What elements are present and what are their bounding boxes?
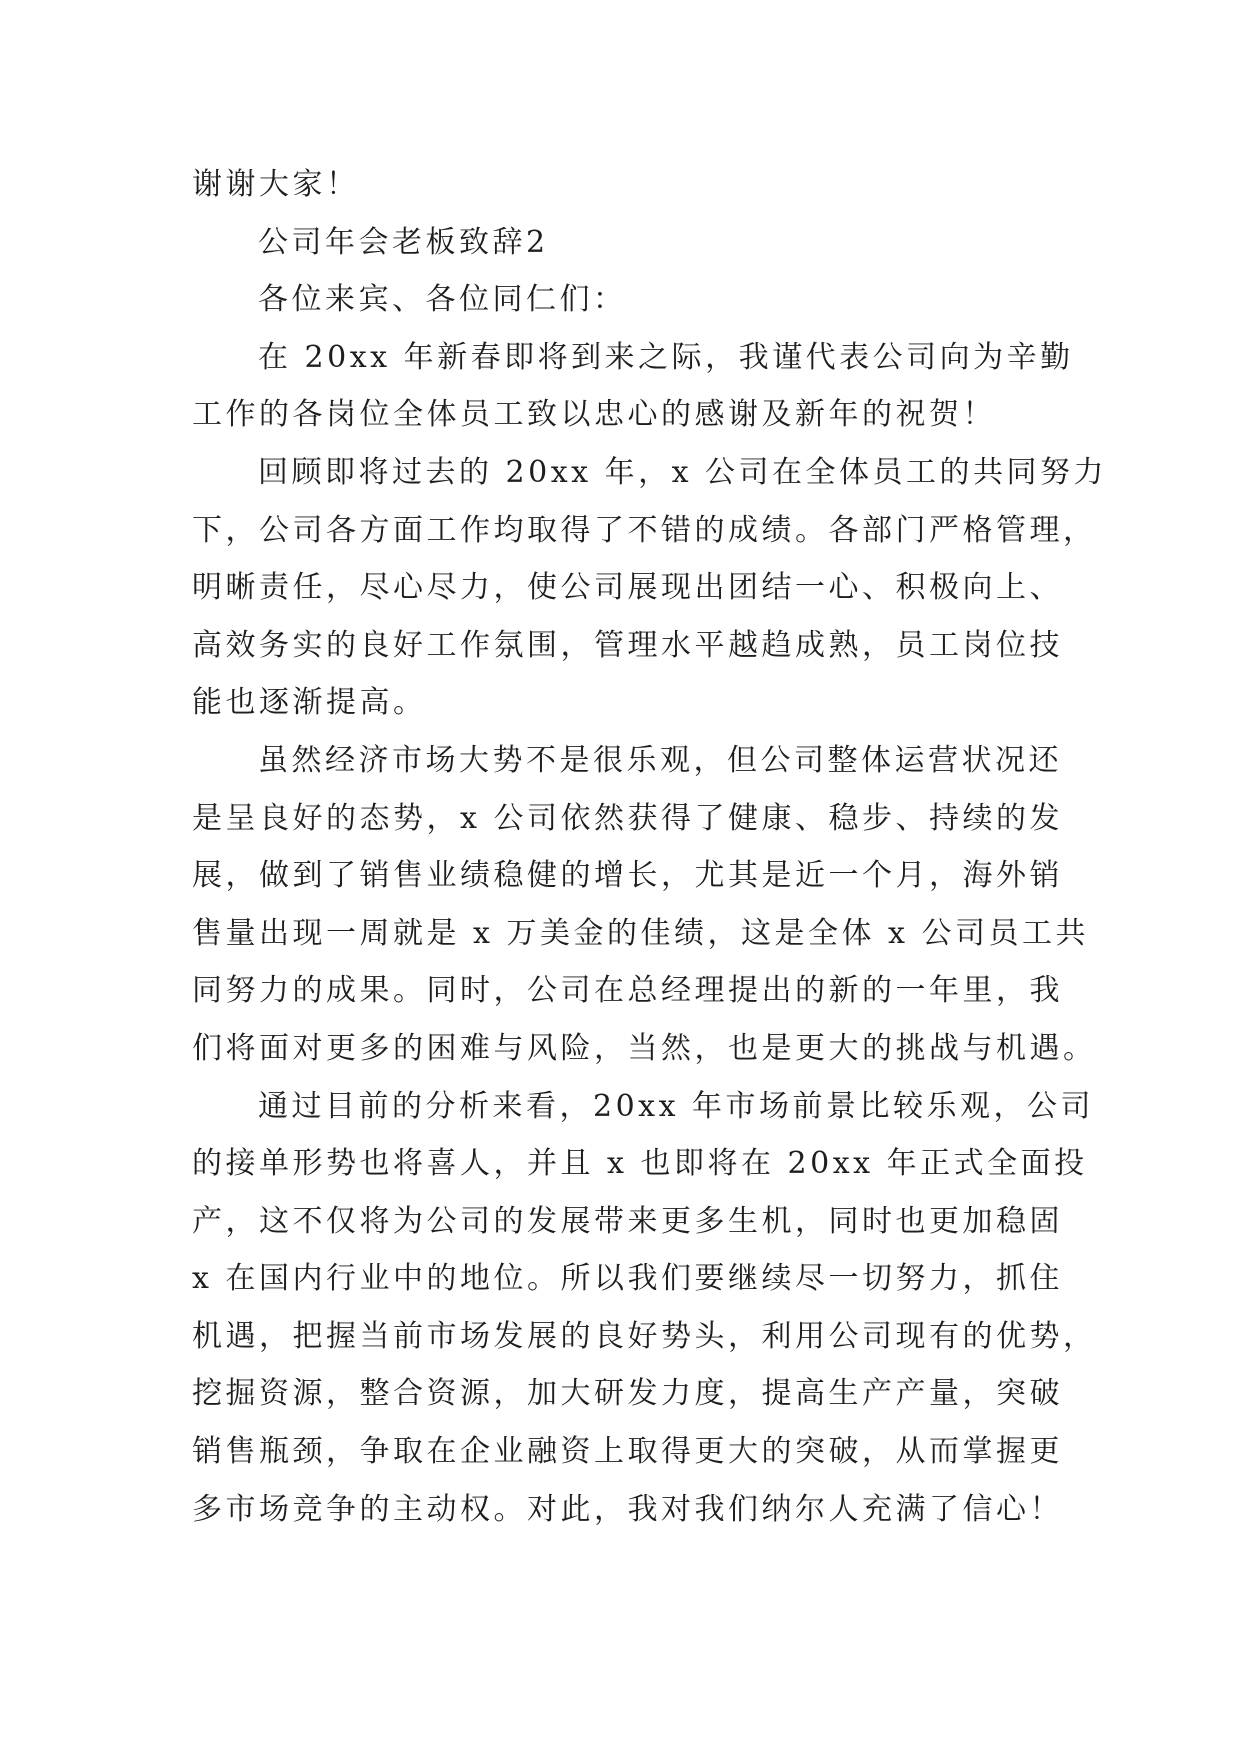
text-line: 机遇，把握当前市场发展的良好势头，利用公司现有的优势， [192,1318,1097,1354]
text-line: 通过目前的分析来看，20xx 年市场前景比较乐观，公司 [258,1088,1095,1124]
document-body [192,156,1108,1538]
text-line: 工作的各岗位全体员工致以忠心的感谢及新年的祝贺！ [192,397,996,433]
text-line: 挖掘资源，整合资源，加大研发力度，提高生产产量，突破 [192,1376,1063,1412]
text-line: x 在国内行业中的地位。所以我们要继续尽一切努力，抓住 [192,1261,1063,1297]
text-line: 展，做到了销售业绩稳健的增长，尤其是近一个月，海外销 [192,858,1063,894]
text-line: 虽然经济市场大势不是很乐观，但公司整体运营状况还 [258,742,1062,778]
text-line: 产，这不仅将为公司的发展带来更多生机，同时也更加稳固 [192,1203,1063,1239]
text-line: 回顾即将过去的 20xx 年，x 公司在全体员工的共同努力 [258,454,1108,490]
text-line: 谢谢大家！ [192,167,360,202]
salutation: 各位来宾、各位同仁们： [258,282,627,318]
text-line: 在 20xx 年新春即将到来之际，我谨代表公司向为辛勤 [258,339,1074,375]
text-line: 销售瓶颈，争取在企业融资上取得更大的突破，从而掌握更 [192,1434,1063,1470]
text-line: 下，公司各方面工作均取得了不错的成绩。各部门严格管理， [192,512,1097,548]
text-line: 高效务实的良好工作氛围，管理水平越趋成熟，员工岗位技 [192,627,1063,663]
text-line: 的接单形势也将喜人，并且 x 也即将在 20xx 年正式全面投 [192,1146,1088,1182]
text-line: 多市场竞争的主动权。对此，我对我们纳尔人充满了信心！ [192,1491,1063,1527]
section-heading: 公司年会老板致辞2 [258,224,549,260]
text-line: 们将面对更多的困难与风险，当然，也是更大的挑战与机遇。 [192,1030,1097,1066]
text-line: 能也逐渐提高。 [192,685,427,721]
text-line: 明晰责任，尽心尽力，使公司展现出团结一心、积极向上、 [192,570,1063,606]
text-line: 同努力的成果。同时，公司在总经理提出的新的一年里，我 [192,973,1063,1009]
text-line: 是呈良好的态势，x 公司依然获得了健康、稳步、持续的发 [192,800,1063,836]
text-line: 售量出现一周就是 x 万美金的佳绩，这是全体 x 公司员工共 [192,915,1089,951]
